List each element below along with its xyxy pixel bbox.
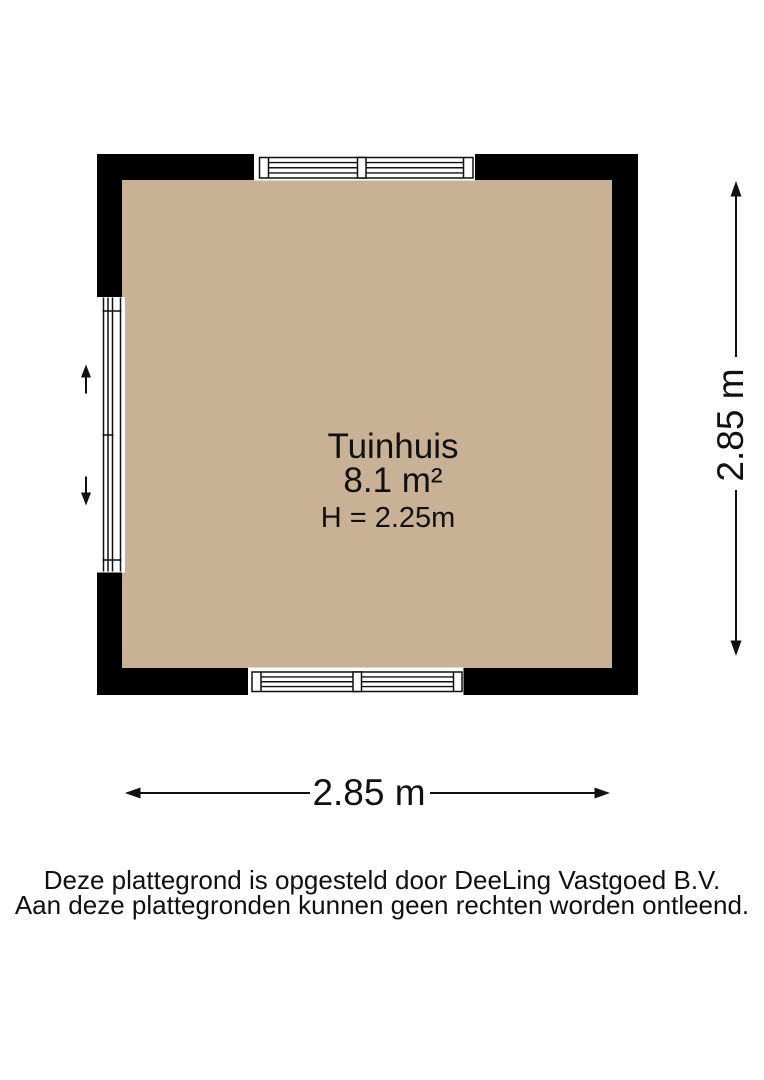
disclaimer-line2: Aan deze plattegronden kunnen geen rechten worden ontleend. (14, 890, 750, 920)
dimension-horizontal (125, 772, 610, 813)
disclaimer-line1: Deze plattegrond is opgesteld door DeeLing Vastgoed B.V. (43, 865, 721, 895)
slide-up-arrow-icon (81, 365, 91, 394)
arrowhead-down-icon (731, 641, 742, 657)
building (97, 154, 639, 696)
room-name: Tuinhuis (327, 427, 459, 466)
arrowhead-left-icon (125, 788, 141, 799)
room-ceiling-height: H = 2.25m (320, 502, 456, 534)
bottom-window-center-post (353, 672, 362, 692)
room-floor (122, 180, 612, 668)
dimension-width-label: 2.85 m (312, 772, 426, 813)
slide-down-arrow-icon (81, 477, 91, 506)
dimension-height-label: 2.85 m (710, 368, 751, 482)
top-window (260, 158, 474, 179)
disclaimer (0, 865, 764, 920)
room-area: 8.1 m² (343, 461, 443, 500)
sliding-direction-arrows (81, 365, 91, 506)
top-window-center-post (358, 158, 367, 179)
dimension-vertical (710, 181, 751, 656)
bottom-window (252, 672, 462, 692)
arrowhead-up-icon (731, 181, 742, 197)
arrowhead-right-icon (595, 788, 611, 799)
